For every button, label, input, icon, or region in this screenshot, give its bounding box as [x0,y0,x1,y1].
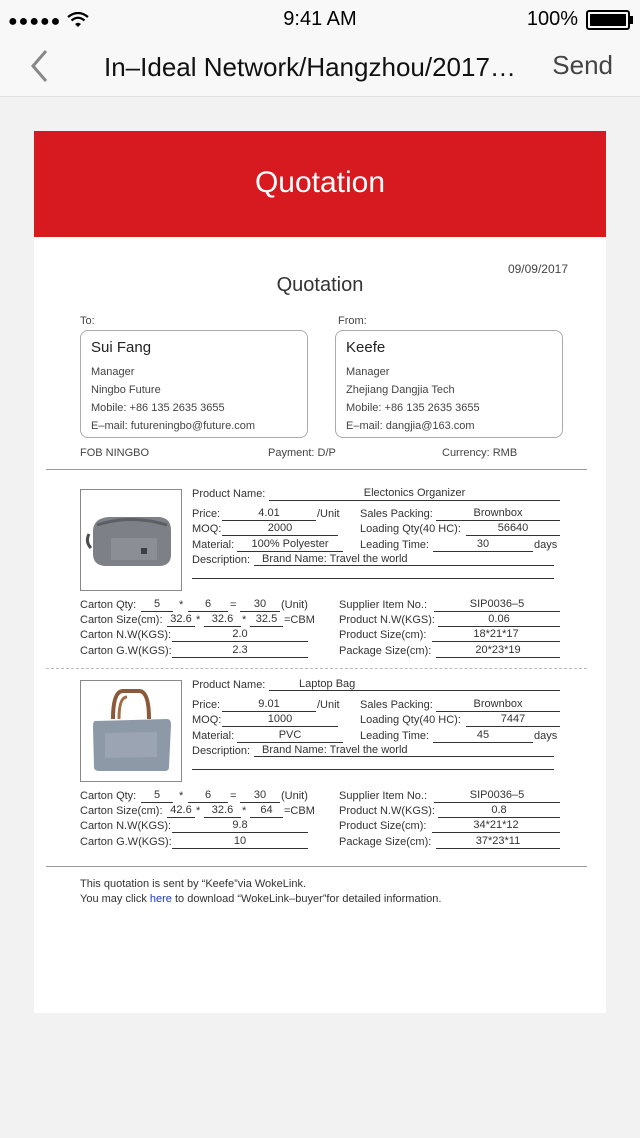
sender-title: Manager [346,366,390,378]
status-time: 9:41 AM [283,8,357,30]
sender-email: E–mail: dangjia@163.com [346,420,475,432]
moq: 2000 [222,522,338,536]
back-button[interactable] [26,48,56,84]
product-name: Electonics Organizer [269,487,560,501]
nav-title: In–Ideal Network/Hangzhou/2017… [104,52,516,82]
sender-name: Keefe [346,339,386,356]
to-label: To: [80,315,95,327]
sender-company: Zhejiang Dangjia Tech [346,384,455,396]
nav-bar [0,38,640,97]
status-bar [0,0,640,38]
loading-qty: 7447 [466,713,560,727]
material: 100% Polyester [237,538,343,552]
sales-packing: Brownbox [436,698,560,712]
from-label: From: [338,315,367,327]
download-link[interactable]: here [149,893,172,905]
recipient-name: Sui Fang [91,339,152,356]
currency: Currency: RMB [442,447,518,459]
chevron-left-icon [26,48,56,84]
recipient-mobile: Mobile: +86 135 2635 3655 [91,402,225,414]
product-name: Laptop Bag [269,678,560,691]
quotation-document [34,131,606,1013]
sales-packing: Brownbox [436,507,560,521]
send-button[interactable]: Send [552,50,613,80]
product-image-laptop-bag [80,680,182,782]
incoterm: FOB NINGBO [80,447,150,459]
footer-note: This quotation is sent by “Keefe”via WokeLink. [80,878,307,890]
quotation-date: 09/09/2017 [507,262,568,276]
material: PVC [237,729,343,743]
product-description: Brand Name: Travel the world [254,553,554,566]
battery-percent: 100% [526,8,578,30]
signal-icon: ●●●●● [8,12,89,31]
leading-time: 30 [433,538,533,552]
payment-terms: Payment: D/P [268,447,336,459]
sender-mobile: Mobile: +86 135 2635 3655 [346,402,480,414]
loading-qty: 56640 [466,522,560,536]
divider [46,866,587,867]
product-item: Product Name: Electonics Organizer Price: 4.01 /Unit Sales Packing: Brownbox MOQ: 2000 Loading Qty(40 HC): 56640 Material: 100% Polyester Leading Time: 30 days Description: Brand Name: Travel the world Carton Qty: 5 * 6 = 30 (Unit) Carton Size(cm): 32.6 * 32.6 * 32.5 =CBM Carton N.W(KGS): 2.0 Carton G.W(KGS): 2.3 Supplier Item No.: SIP0036–5 Product N.W(KGS): 0.06 Product Size(cm): 18*21*17 Package Size(cm): 20*23*19 [34,131,606,671]
footer-download-note: You may click here to download “WokeLink–buyer”for detailed information. [80,893,442,905]
battery-icon [586,10,630,30]
product-item: Product Name: Laptop Bag Price: 9.01 /Unit Sales Packing: Brownbox MOQ: 1000 Loading Qty(40 HC): 7447 Material: PVC Leading Time: 45 days Description: Brand Name: Travel the world Carton Qty: 5 * 6 = 30 (Unit) Carton Size(cm): 42.6 * 32.6 * 64 =CBM Carton N.W(KGS): 9.8 Carton G.W(KGS): 10 Supplier Item No.: SIP0036–5 Product N.W(KGS): 0.8 Product Size(cm): 34*21*12 Package Size(cm): 37*23*11 [34,322,606,862]
product-price: 9.01 [222,698,316,712]
leading-time: 45 [433,729,533,743]
quotation-banner: Quotation [34,131,606,237]
recipient-email: E–mail: futureningbo@future.com [91,420,256,432]
recipient-company: Ningbo Future [91,384,161,396]
recipient-title: Manager [91,366,135,378]
moq: 1000 [222,713,338,727]
product-description: Brand Name: Travel the world [254,744,554,757]
product-price: 4.01 [222,507,316,521]
quotation-title: Quotation [276,274,364,296]
